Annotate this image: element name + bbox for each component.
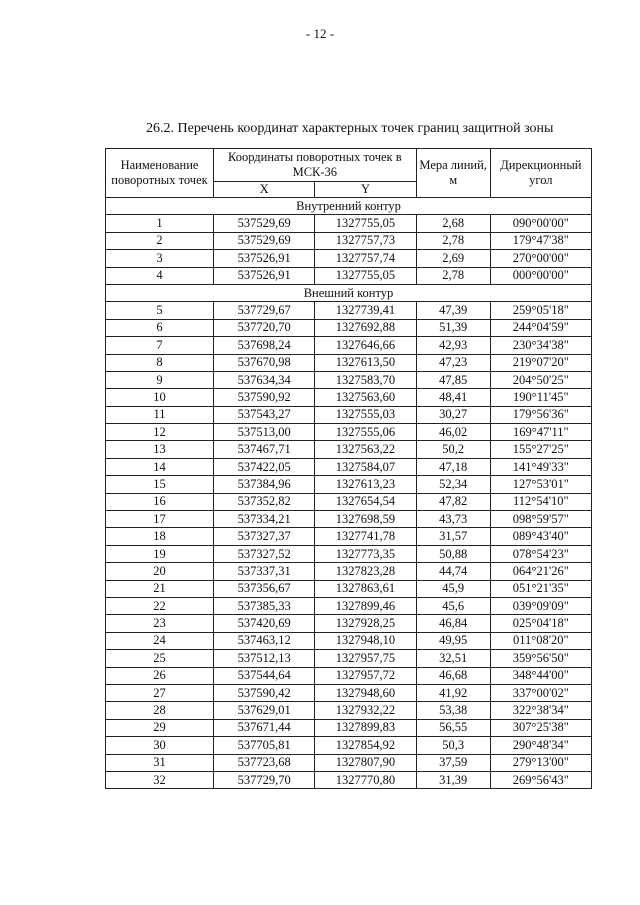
point-number: 27 [106, 684, 214, 701]
coord-y: 1327584,07 [315, 458, 416, 475]
point-number: 9 [106, 371, 214, 388]
coord-y: 1327757,74 [315, 250, 416, 267]
direction-angle: 155°27'25" [490, 441, 591, 458]
coord-y: 1327613,23 [315, 476, 416, 493]
point-number: 28 [106, 702, 214, 719]
line-length: 30,27 [416, 406, 490, 423]
coord-y: 1327755,05 [315, 267, 416, 284]
point-number: 19 [106, 545, 214, 562]
coord-y: 1327948,10 [315, 632, 416, 649]
coord-x: 537729,67 [214, 302, 315, 319]
line-length: 47,85 [416, 371, 490, 388]
coord-x: 537385,33 [214, 597, 315, 614]
coord-y: 1327928,25 [315, 615, 416, 632]
direction-angle: 270°00'00" [490, 250, 591, 267]
coord-y: 1327823,28 [315, 563, 416, 580]
line-length: 50,3 [416, 737, 490, 754]
coord-x: 537705,81 [214, 737, 315, 754]
line-length: 32,51 [416, 650, 490, 667]
line-length: 50,2 [416, 441, 490, 458]
direction-angle: 000°00'00" [490, 267, 591, 284]
direction-angle: 204°50'25" [490, 371, 591, 388]
table-row [106, 424, 592, 441]
direction-angle: 089°43'40" [490, 528, 591, 545]
point-number: 5 [106, 302, 214, 319]
coord-x: 537463,12 [214, 632, 315, 649]
coord-x: 537334,21 [214, 511, 315, 528]
point-number: 31 [106, 754, 214, 771]
table-row [106, 528, 592, 545]
table-row [106, 632, 592, 649]
table-row [106, 441, 592, 458]
line-length: 52,34 [416, 476, 490, 493]
coord-x: 537422,05 [214, 458, 315, 475]
line-length: 56,55 [416, 719, 490, 736]
coord-x: 537590,42 [214, 684, 315, 701]
line-length: 41,92 [416, 684, 490, 701]
point-number: 1 [106, 215, 214, 232]
coord-x: 537634,34 [214, 371, 315, 388]
line-length: 2,78 [416, 232, 490, 249]
coord-y: 1327692,88 [315, 319, 416, 336]
point-number: 8 [106, 354, 214, 371]
coord-x: 537729,70 [214, 771, 315, 788]
coord-x: 537512,13 [214, 650, 315, 667]
coord-y: 1327646,66 [315, 337, 416, 354]
line-length: 43,73 [416, 511, 490, 528]
header-x: X [214, 182, 315, 198]
table-row [106, 267, 592, 284]
table-row [106, 580, 592, 597]
table-row [106, 476, 592, 493]
direction-angle: 244°04'59" [490, 319, 591, 336]
coord-x: 537337,31 [214, 563, 315, 580]
point-number: 16 [106, 493, 214, 510]
coord-x: 537720,70 [214, 319, 315, 336]
point-number: 26 [106, 667, 214, 684]
table-row [106, 493, 592, 510]
coord-x: 537590,92 [214, 389, 315, 406]
header-line-length: Мера линий, м [416, 149, 490, 198]
line-length: 2,78 [416, 267, 490, 284]
point-number: 6 [106, 319, 214, 336]
coord-y: 1327739,41 [315, 302, 416, 319]
point-number: 10 [106, 389, 214, 406]
point-number: 14 [106, 458, 214, 475]
coord-x: 537723,68 [214, 754, 315, 771]
direction-angle: 269°56'43" [490, 771, 591, 788]
coord-y: 1327807,90 [315, 754, 416, 771]
coord-x: 537420,69 [214, 615, 315, 632]
point-number: 22 [106, 597, 214, 614]
coord-y: 1327654,54 [315, 493, 416, 510]
table-row [106, 719, 592, 736]
direction-angle: 169°47'11" [490, 424, 591, 441]
coord-x: 537327,37 [214, 528, 315, 545]
line-length: 45,6 [416, 597, 490, 614]
coord-x: 537356,67 [214, 580, 315, 597]
coord-y: 1327563,22 [315, 441, 416, 458]
point-number: 21 [106, 580, 214, 597]
table-row [106, 406, 592, 423]
coord-x: 537327,52 [214, 545, 315, 562]
coordinates-table [105, 148, 592, 789]
line-length: 46,84 [416, 615, 490, 632]
point-number: 4 [106, 267, 214, 284]
direction-angle: 279°13'00" [490, 754, 591, 771]
coord-x: 537352,82 [214, 493, 315, 510]
line-length: 45,9 [416, 580, 490, 597]
direction-angle: 322°38'34" [490, 702, 591, 719]
coord-y: 1327957,72 [315, 667, 416, 684]
table-row [106, 545, 592, 562]
coord-y: 1327854,92 [315, 737, 416, 754]
table-row [106, 511, 592, 528]
direction-angle: 127°53'01" [490, 476, 591, 493]
direction-angle: 011°08'20" [490, 632, 591, 649]
coord-y: 1327563,60 [315, 389, 416, 406]
table-row [106, 684, 592, 701]
point-number: 20 [106, 563, 214, 580]
direction-angle: 179°47'38" [490, 232, 591, 249]
direction-angle: 078°54'23" [490, 545, 591, 562]
point-number: 24 [106, 632, 214, 649]
coord-x: 537467,71 [214, 441, 315, 458]
table-row [106, 754, 592, 771]
header-coordinates: Координаты поворотных точек в МСК-36 [214, 149, 417, 182]
header-y: Y [315, 182, 416, 198]
table-row [106, 232, 592, 249]
inner-contour-title: Внутренний контур [106, 198, 592, 215]
line-length: 47,82 [416, 493, 490, 510]
coord-x: 537526,91 [214, 267, 315, 284]
section-heading: 26.2. Перечень координат характерных точек границ защитной зоны [146, 121, 554, 136]
point-number: 32 [106, 771, 214, 788]
direction-angle: 348°44'00" [490, 667, 591, 684]
direction-angle: 141°49'33" [490, 458, 591, 475]
coord-y: 1327957,75 [315, 650, 416, 667]
table-row [106, 771, 592, 788]
coord-y: 1327948,60 [315, 684, 416, 701]
coord-x: 537544,64 [214, 667, 315, 684]
coord-x: 537671,44 [214, 719, 315, 736]
coord-y: 1327863,61 [315, 580, 416, 597]
line-length: 50,88 [416, 545, 490, 562]
coord-x: 537526,91 [214, 250, 315, 267]
header-direction-angle: Дирекционный угол [490, 149, 591, 198]
point-number: 12 [106, 424, 214, 441]
direction-angle: 064°21'26" [490, 563, 591, 580]
direction-angle: 230°34'38" [490, 337, 591, 354]
direction-angle: 179°56'36" [490, 406, 591, 423]
table-row [106, 389, 592, 406]
coord-y: 1327613,50 [315, 354, 416, 371]
coord-y: 1327583,70 [315, 371, 416, 388]
line-length: 31,57 [416, 528, 490, 545]
coord-y: 1327773,35 [315, 545, 416, 562]
coord-x: 537384,96 [214, 476, 315, 493]
line-length: 37,59 [416, 754, 490, 771]
direction-angle: 025°04'18" [490, 615, 591, 632]
coord-y: 1327932,22 [315, 702, 416, 719]
coord-x: 537529,69 [214, 232, 315, 249]
coord-x: 537543,27 [214, 406, 315, 423]
coord-y: 1327555,03 [315, 406, 416, 423]
direction-angle: 359°56'50" [490, 650, 591, 667]
line-length: 46,68 [416, 667, 490, 684]
direction-angle: 098°59'57" [490, 511, 591, 528]
line-length: 48,41 [416, 389, 490, 406]
table-row [106, 371, 592, 388]
point-number: 30 [106, 737, 214, 754]
point-number: 23 [106, 615, 214, 632]
direction-angle: 112°54'10" [490, 493, 591, 510]
direction-angle: 051°21'35" [490, 580, 591, 597]
point-number: 11 [106, 406, 214, 423]
point-number: 18 [106, 528, 214, 545]
point-number: 13 [106, 441, 214, 458]
coord-y: 1327899,46 [315, 597, 416, 614]
line-length: 46,02 [416, 424, 490, 441]
point-number: 15 [106, 476, 214, 493]
coord-y: 1327770,80 [315, 771, 416, 788]
line-length: 49,95 [416, 632, 490, 649]
table-row [106, 458, 592, 475]
outer-contour-title: Внешний контур [106, 284, 592, 301]
page-number: - 12 - [305, 26, 335, 41]
coord-x: 537629,01 [214, 702, 315, 719]
line-length: 42,93 [416, 337, 490, 354]
point-number: 3 [106, 250, 214, 267]
line-length: 47,39 [416, 302, 490, 319]
coord-y: 1327555,06 [315, 424, 416, 441]
point-number: 25 [106, 650, 214, 667]
coord-y: 1327698,59 [315, 511, 416, 528]
table-row [106, 337, 592, 354]
table-row [106, 250, 592, 267]
coord-x: 537698,24 [214, 337, 315, 354]
line-length: 31,39 [416, 771, 490, 788]
point-number: 29 [106, 719, 214, 736]
direction-angle: 190°11'45" [490, 389, 591, 406]
table-row [106, 702, 592, 719]
table-row [106, 319, 592, 336]
coord-y: 1327899,83 [315, 719, 416, 736]
table-row [106, 302, 592, 319]
point-number: 17 [106, 511, 214, 528]
line-length: 2,68 [416, 215, 490, 232]
line-length: 47,18 [416, 458, 490, 475]
coord-x: 537670,98 [214, 354, 315, 371]
direction-angle: 090°00'00" [490, 215, 591, 232]
direction-angle: 290°48'34" [490, 737, 591, 754]
line-length: 51,39 [416, 319, 490, 336]
point-number: 2 [106, 232, 214, 249]
point-number: 7 [106, 337, 214, 354]
table-row [106, 597, 592, 614]
table-row [106, 354, 592, 371]
direction-angle: 219°07'20" [490, 354, 591, 371]
header-point-name: Наименование поворотных точек [106, 149, 214, 198]
table-row [106, 667, 592, 684]
line-length: 44,74 [416, 563, 490, 580]
line-length: 47,23 [416, 354, 490, 371]
coord-y: 1327755,05 [315, 215, 416, 232]
table-row [106, 215, 592, 232]
direction-angle: 307°25'38" [490, 719, 591, 736]
coord-x: 537513,00 [214, 424, 315, 441]
line-length: 2,69 [416, 250, 490, 267]
table-row [106, 737, 592, 754]
table-row [106, 563, 592, 580]
coord-y: 1327757,73 [315, 232, 416, 249]
table-row [106, 615, 592, 632]
line-length: 53,38 [416, 702, 490, 719]
coord-y: 1327741,78 [315, 528, 416, 545]
direction-angle: 259°05'18" [490, 302, 591, 319]
direction-angle: 039°09'09" [490, 597, 591, 614]
direction-angle: 337°00'02" [490, 684, 591, 701]
coord-x: 537529,69 [214, 215, 315, 232]
table-row [106, 650, 592, 667]
